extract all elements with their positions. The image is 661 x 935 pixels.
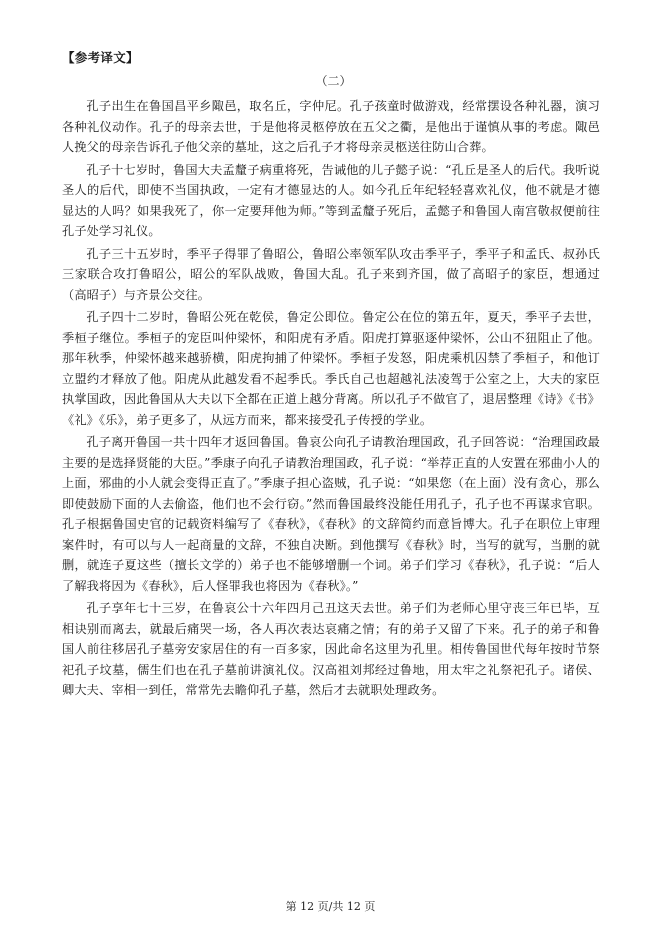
paragraph: 孔子享年七十三岁，在鲁哀公十六年四月己丑这天去世。弟子们为老师心里守丧三年已毕，互相诀别而离去，就最后痛哭一场，各人再次表达哀痛之情；有的弟子又留了下来。孔子的弟子和鲁国人前往移居孔子墓旁安家居住的有一百多家，因此命名这里为孔里。相传鲁国世代每年按时节祭祀孔子坟墓，儒生们也在孔子墓前讲演礼仪。汉高祖刘邦经过鲁地，用太牢之礼祭祀孔子。诸侯、卿大夫、宰相一到任，常常先去瞻仰孔子墓，然后才去就职处理政务。 <box>62 601 600 697</box>
paragraph: 孔子十七岁时，鲁国大夫孟釐子病重将死，告诫他的儿子懿子说：“孔丘是圣人的后代。我听说圣人的后代，即使不当国执政，一定有才德显达的人。如今孔丘年纪轻轻喜欢礼仪，他不就是才德显达的人吗？如果我死了，你一定要拜他为师。”等到孟釐子死后，孟懿子和鲁国人南宫敬叔便前往孔子处学习礼仪。 <box>62 162 600 238</box>
part-number: （二） <box>315 74 352 88</box>
paragraph: 孔子出生在鲁国昌平乡陬邑，取名丘，字仲尼。孔子孩童时做游戏，经常摆设各种礼器，演习各种礼仪动作。孔子的母亲去世，于是他将灵柩停放在五父之衢，是他出于谨慎从事的考虑。陬邑人挽父的母亲告诉孔子他父亲的墓址，这之后孔子才将母亲灵柩送往防山合葬。 <box>62 99 600 154</box>
paragraph: 孔子四十二岁时，鲁昭公死在乾侯，鲁定公即位。鲁定公在位的第五年，夏天，季平子去世，季桓子继位。季桓子的宠臣叫仲梁怀，和阳虎有矛盾。阳虎打算驱逐仲梁怀，公山不狃阻止了他。那年秋季，仲梁怀越来越骄横，阳虎拘捕了仲梁怀。季桓子发怒，阳虎乘机囚禁了季桓子，和他订立盟约才释放了他。阳虎从此越发看不起季氏。季氏自己也超越礼法凌驾于公室之上，大夫的家臣执掌国政，因此鲁国从大夫以下全都在正道上越分背离。所以孔子不做官了，退居整理《诗》《书》《礼》《乐》，弟子更多了，从远方而来，都来接受孔子传授的学业。 <box>62 310 600 427</box>
translation-body <box>62 96 600 703</box>
page-number-footer: 第 12 页/共 12 页 <box>285 900 376 913</box>
paragraph: 孔子三十五岁时，季平子得罪了鲁昭公，鲁昭公率领军队攻击季平子，季平子和孟氏、叔孙氏三家联合攻打鲁昭公，昭公的军队战败，鲁国大乱。孔子来到齐国，做了高昭子的家臣，想通过（高昭子）与齐景公交往。 <box>62 246 600 302</box>
paragraph: 孔子离开鲁国一共十四年才返回鲁国。鲁哀公向孔子请教治理国政，孔子回答说：“治理国政最主要的是选择贤能的大臣。”季康子向孔子请教治理国政，孔子说：“举荐正直的人安置在邪曲小人的上面，邪曲的小人就会变得正直了。”季康子担心盗贼，孔子说：“如果您（在上面）没有贪心，那么即使鼓励下面的人去偷盗，他们也不会行窃。”然而鲁国最终没能任用孔子，孔子也不再谋求官职。孔子根据鲁国史官的记载资料编写了《春秋》，《春秋》的文辞简约而意旨博大。孔子在职位上审理案件时，有可以与人一起商量的文辞，不独自决断。到他撰写《春秋》时，当写的就写，当删的就删，就连子夏这些（擅长文学的）弟子也不能够增删一个词。弟子们学习《春秋》，孔子说：“后人了解我将因为《春秋》，后人怪罪我也将因为《春秋》。” <box>62 435 600 593</box>
section-heading: 【参考译文】 <box>62 50 139 65</box>
